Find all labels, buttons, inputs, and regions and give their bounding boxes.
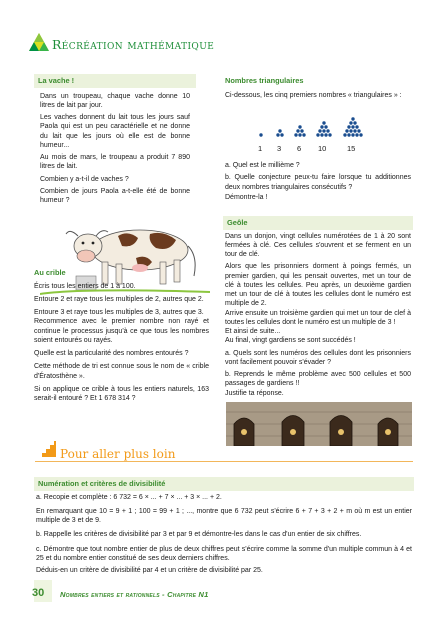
tri-number: 3: [277, 144, 282, 154]
geole-qb: b. Reprends le même problème avec 500 cellules et 500 passages de gardiens !!: [225, 371, 411, 388]
vache-p1: Dans un troupeau, chaque vache donne 10 litres de lait par jour.: [40, 92, 190, 109]
crible-p6: Cette méthode de tri est connue sous le nom de « crible d'Ératosthène ».: [34, 363, 209, 380]
crible-exercise: [34, 268, 209, 407]
chapter-label: Nombres entiers et rationnels - Chapitre N1: [60, 590, 209, 599]
tri-number: 6: [297, 144, 302, 154]
vache-title: La vache !: [34, 74, 196, 88]
triangulaires-qa: a. Quel est le millième ?: [225, 162, 300, 170]
numeration-p2: Déduis-en un critère de divisibilité par 4 et un critère de divisibilité par 25.: [36, 567, 263, 575]
crible-p3: Entoure 3 et raye tous les multiples de 3, autres que 3.: [34, 309, 204, 317]
triangular-numbers-row: [225, 144, 411, 155]
section-divider: [35, 461, 413, 462]
numeration-title: Numération et critères de divisibilité: [34, 477, 414, 491]
page-number: 30: [32, 587, 45, 599]
vache-exercise: [34, 74, 196, 208]
crible-p2: Entoure 2 et raye tous les multiples de 2, autres que 2.: [34, 296, 204, 303]
geole-p5: Au final, vingt gardiens se sont succédés !: [225, 337, 356, 345]
numeration-p1: En remarquant que 10 = 9 + 1 ; 100 = 99 + 1 ; ..., montre que 6 732 peut s'écrire 6 + 7 + 3 + 2 + m où m est un entier multiple de 3 et de 9.: [36, 508, 412, 525]
geole-p2: Alors que les prisonniers dorment à poings fermés, un premier gardien, qui les pensait ouvertes, met un tour de clé à toutes les cellules. Peu après, un deuxième gardien met un tour de clé à toutes les cellules dont le numéro est multiple de 2.: [225, 263, 411, 308]
vache-p4: Combien y a-t-il de vaches ?: [40, 175, 129, 183]
geole-title: Geôle: [223, 216, 413, 230]
triangulaires-exercise: [223, 74, 413, 205]
triangulaires-qb2: Démontre-la !: [225, 193, 268, 201]
crible-p1: Écris tous les entiers de 1 à 100.: [34, 282, 136, 290]
vache-p3: Au mois de mars, le troupeau a produit 7 890 litres de lait.: [40, 154, 190, 171]
tri-number: 10: [318, 144, 327, 154]
crible-p5: Quelle est la particularité des nombres entourés ?: [34, 350, 189, 358]
numeration-exercise: [34, 477, 414, 580]
stairs-icon: [36, 437, 58, 459]
triangular-dots-figure: [225, 103, 415, 141]
crible-title: Au crible: [34, 268, 66, 277]
geole-p4: Et ainsi de suite...: [225, 328, 281, 336]
vache-p5: Combien de jours Paola a-t-elle été de bonne humeur ?: [40, 187, 190, 205]
numeration-qb: b. Rappelle les critères de divisibilité par 3 et par 9 et démontre-les dans le cas d'un entier de six chiffres.: [36, 531, 362, 539]
geole-exercise: [223, 216, 413, 401]
crible-p7: Si on applique ce crible à tous les entiers naturels, 163 serait-il entouré ? Et 1 678 314 ?: [34, 385, 209, 403]
vache-p2: Les vaches donnent du lait tous les jours sauf Paola qui est un peu caractérielle et ne donne du lait que les jours où elle est de bonne humeur...: [40, 114, 190, 149]
section-title: Pour aller plus loin: [60, 447, 176, 461]
numeration-qc: c. Démontre que tout nombre entier de plus de deux chiffres peut s'écrire comme la somme d'un multiple commun à 4 et 25 et du nombre entier constitué de ses deux derniers chiffres.: [36, 545, 412, 562]
triangulaires-qb: b. Quelle conjecture peux-tu faire lorsque tu additionnes deux nombres triangulaires consécutifs ?: [225, 174, 411, 191]
geole-p1: Dans un donjon, vingt cellules numérotées de 1 à 20 sont fermées à clé. Ces cellules s'ouvrent et se ferment en un tour de clé.: [225, 232, 411, 259]
numeration-qa: a. Recopie et complète : 6 732 = 6 × ... + 7 × ... + 3 × ... + 2.: [36, 493, 222, 501]
triangle-logo-icon: [28, 32, 50, 52]
geole-qa: a. Quels sont les numéros des cellules dont les prisonniers vont facilement pouvoir s'évader ?: [225, 349, 411, 366]
dungeon-cells-illustration: [226, 402, 412, 446]
page-title: Récréation mathématique: [52, 37, 215, 52]
triangulaires-intro: Ci-dessous, les cinq premiers nombres « triangulaires » :: [225, 91, 402, 99]
tri-number: 15: [347, 144, 356, 154]
geole-p3: Arrive ensuite un troisième gardien qui met un tour de clef à toutes les cellules dont le numéro est un multiple de 3 !: [225, 309, 411, 326]
geole-qb2: Justifie ta réponse.: [225, 389, 284, 397]
crible-p4: Recommence avec le premier nombre non rayé et continue le processus jusqu'à ce que tous les nombres soient entourés ou rayés.: [34, 318, 209, 344]
triangulaires-title: Nombres triangulaires: [225, 76, 304, 85]
tri-number: 1: [258, 144, 263, 154]
